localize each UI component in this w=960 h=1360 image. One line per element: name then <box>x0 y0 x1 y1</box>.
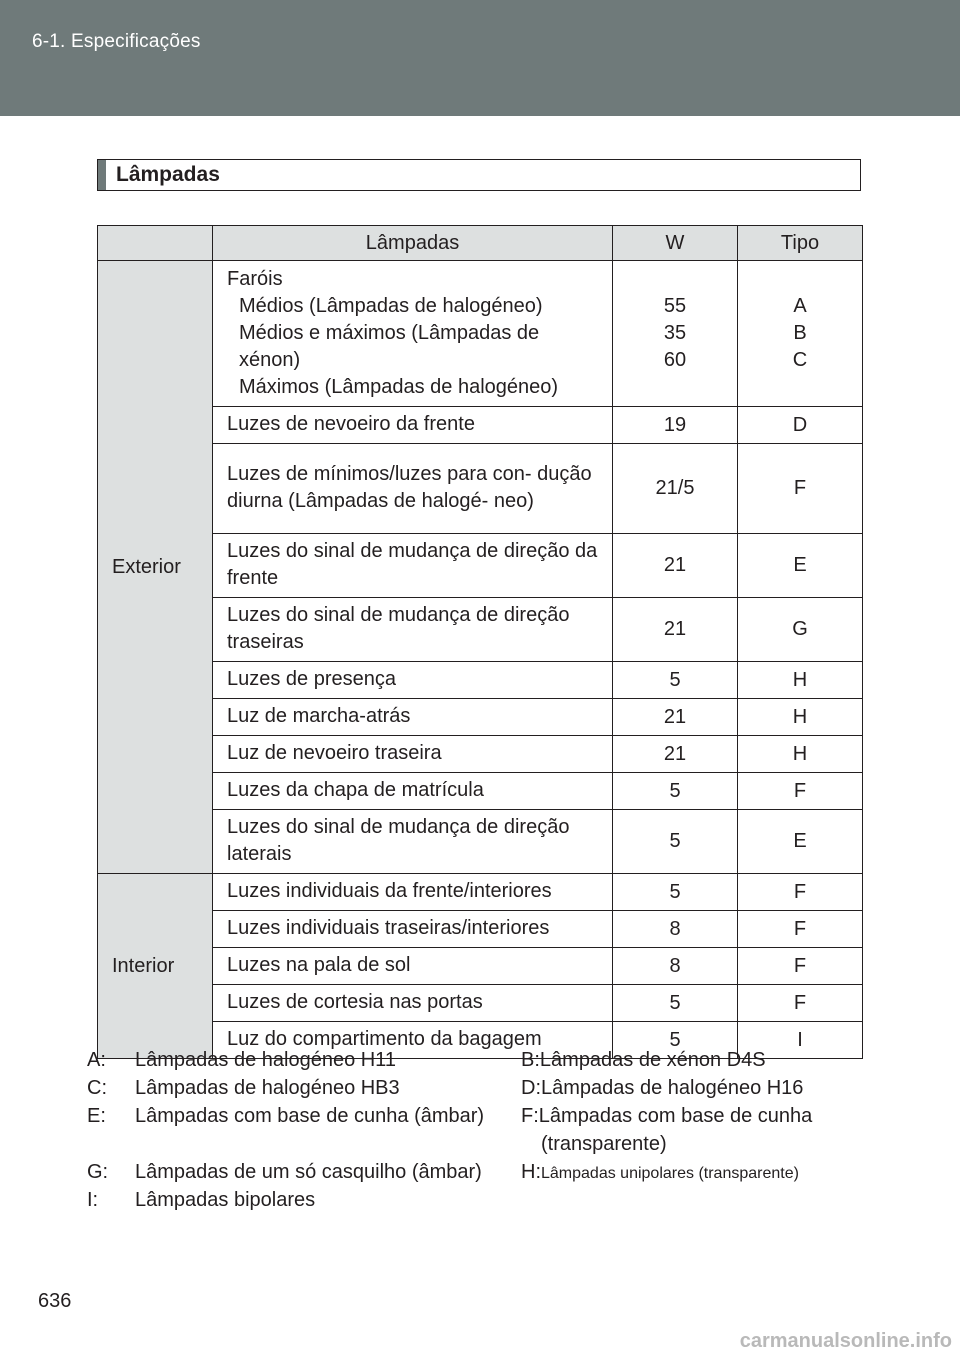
type-value: A <box>793 295 807 317</box>
table-row <box>98 736 863 773</box>
headlights-low-beam: Médios (Lâmpadas de halogéneo) <box>239 294 543 317</box>
header-bulbs: Lâmpadas <box>213 226 613 261</box>
bulb-name-cell: Luzes individuais traseiras/interiores <box>213 911 613 948</box>
footnote-text: Lâmpadas unipolares (transparente) <box>541 1165 799 1182</box>
bulb-name-cell: Luzes de nevoeiro da frente <box>213 407 613 444</box>
type-cell: H <box>738 736 863 773</box>
watts-cell: 5 <box>613 1022 738 1059</box>
table-row <box>98 699 863 736</box>
type-cell: F <box>738 911 863 948</box>
footnote-text: Lâmpadas de halogéneo HB3 <box>135 1077 400 1099</box>
footnote-key: B: <box>521 1049 540 1071</box>
group-exterior: Exterior <box>98 261 213 874</box>
type-cell: G <box>738 598 863 662</box>
type-cell: F <box>738 773 863 810</box>
type-cell: F <box>738 444 863 534</box>
table-row <box>98 534 863 598</box>
footnote-e <box>87 1102 484 1130</box>
bulb-name-cell: Luzes do sinal de mudança de direção da frente <box>213 534 613 598</box>
footnote-b <box>521 1046 766 1074</box>
section-heading-accent <box>98 160 106 190</box>
header-empty-cell <box>98 226 213 261</box>
type-cell: E <box>738 810 863 874</box>
table-row <box>98 874 863 911</box>
headlights-title: Faróis <box>227 267 283 290</box>
bulb-specifications-table <box>97 225 863 1059</box>
footnote-text: Lâmpadas com base de cunha (âmbar) <box>135 1105 485 1127</box>
bulb-name-cell: Luz de nevoeiro traseira <box>213 736 613 773</box>
footnote-key: C: <box>87 1077 107 1099</box>
type-value: C <box>792 349 808 371</box>
section-heading-text: Lâmpadas <box>116 163 220 186</box>
table-row <box>98 773 863 810</box>
watts-value: 55 <box>663 295 687 317</box>
footnote-d <box>521 1074 803 1102</box>
table-row <box>98 407 863 444</box>
header-type: Tipo <box>738 226 863 261</box>
footnote-key: D: <box>521 1077 541 1099</box>
watts-cell: 21 <box>613 699 738 736</box>
headlights-high-beam: Máximos (Lâmpadas de halogéneo) <box>239 375 559 398</box>
type-cell: F <box>738 985 863 1022</box>
footnote-text: Lâmpadas de halogéneo H16 <box>541 1077 804 1099</box>
type-cell: D <box>738 407 863 444</box>
footnote-key: I: <box>87 1189 99 1211</box>
footnote-text: Lâmpadas bipolares <box>135 1189 316 1211</box>
type-cell <box>738 261 863 407</box>
type-cell: E <box>738 534 863 598</box>
footnote-g <box>87 1158 482 1186</box>
watts-cell: 5 <box>613 773 738 810</box>
chapter-title: 6-1. Especificações <box>32 31 201 52</box>
watts-cell: 19 <box>613 407 738 444</box>
table-header-row <box>98 226 863 261</box>
footnote-f <box>521 1102 812 1130</box>
table-row <box>98 598 863 662</box>
bulb-name-cell: Luz de marcha-atrás <box>213 699 613 736</box>
chapter-header-bar <box>0 0 960 116</box>
footnote-f-continuation <box>541 1130 667 1158</box>
bulb-name-cell: Luzes do sinal de mudança de direção traseiras <box>213 598 613 662</box>
type-cell: H <box>738 662 863 699</box>
bulb-name-cell: Luzes individuais da frente/interiores <box>213 874 613 911</box>
headlights-low-high-beam: Médios e máximos (Lâmpadas de <box>239 321 540 344</box>
watts-value: 60 <box>663 349 687 371</box>
footnote-text: Lâmpadas de halogéneo H11 <box>135 1049 396 1071</box>
group-interior: Interior <box>98 874 213 1059</box>
watts-cell: 21 <box>613 534 738 598</box>
table-row <box>98 261 863 407</box>
footnote-key: A: <box>87 1049 106 1071</box>
type-cell: H <box>738 699 863 736</box>
bulb-name-cell: Luzes de mínimos/luzes para con- dução diurna (Lâmpadas de halogé- neo) <box>213 444 613 534</box>
bulb-name-cell: Luzes da chapa de matrícula <box>213 773 613 810</box>
type-cell: I <box>738 1022 863 1059</box>
footnote-text: Lâmpadas de um só casquilho (âmbar) <box>135 1161 482 1183</box>
table-row <box>98 662 863 699</box>
header-watts: W <box>613 226 738 261</box>
footnote-key: E: <box>87 1105 106 1127</box>
bulb-name-cell <box>213 261 613 407</box>
footnote-c <box>87 1074 400 1102</box>
watts-cell: 21 <box>613 598 738 662</box>
table-row <box>98 810 863 874</box>
table-row <box>98 948 863 985</box>
watts-value: 35 <box>663 322 687 344</box>
table-row <box>98 444 863 534</box>
watts-cell: 5 <box>613 662 738 699</box>
footnote-key: F: <box>521 1105 539 1127</box>
watermark-text: carmanualsonline.info <box>739 1330 952 1352</box>
footnote-key: G: <box>87 1161 109 1183</box>
watts-cell: 8 <box>613 948 738 985</box>
watts-cell: 5 <box>613 985 738 1022</box>
watts-cell: 5 <box>613 874 738 911</box>
watts-cell: 21/5 <box>613 444 738 534</box>
footnote-key: H: <box>521 1161 541 1183</box>
footnote-text: (transparente) <box>541 1133 667 1155</box>
bulb-name-cell: Luz do compartimento da bagagem <box>213 1022 613 1059</box>
watts-cell: 8 <box>613 911 738 948</box>
bulb-name-cell: Luzes de cortesia nas portas <box>213 985 613 1022</box>
watts-cell: 5 <box>613 810 738 874</box>
type-value: B <box>793 322 807 344</box>
footnote-h <box>521 1158 799 1188</box>
footnote-text: Lâmpadas com base de cunha <box>538 1105 813 1127</box>
bulb-name-cell: Luzes do sinal de mudança de direção laterais <box>213 810 613 874</box>
footnote-i <box>87 1186 315 1214</box>
table-row <box>98 911 863 948</box>
footnote-text: Lâmpadas de xénon D4S <box>539 1049 766 1071</box>
type-cell: F <box>738 874 863 911</box>
section-heading <box>97 159 861 191</box>
headlights-low-high-beam-cont: xénon) <box>239 348 301 371</box>
table-row <box>98 985 863 1022</box>
watts-cell: 21 <box>613 736 738 773</box>
watts-cell <box>613 261 738 407</box>
footnote-a <box>87 1046 396 1074</box>
bulb-name-cell: Luzes de presença <box>213 662 613 699</box>
bulb-name-cell: Luzes na pala de sol <box>213 948 613 985</box>
type-cell: F <box>738 948 863 985</box>
page-number: 636 <box>38 1290 72 1312</box>
